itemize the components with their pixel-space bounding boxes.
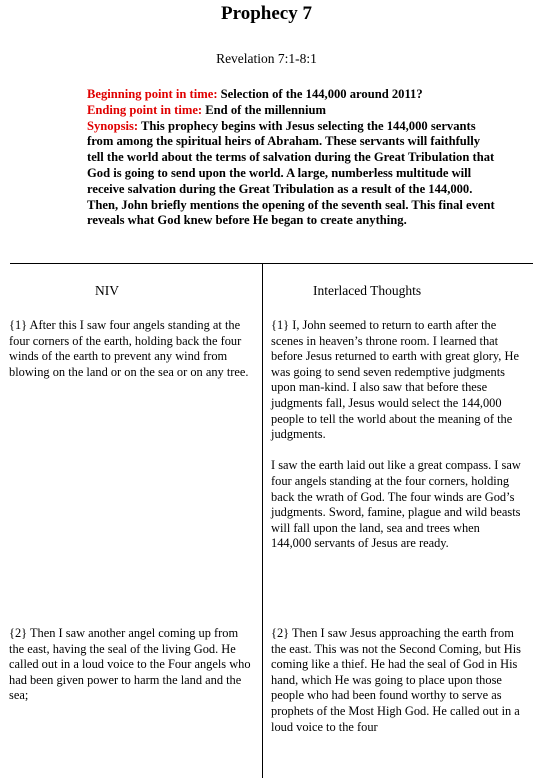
thoughts-column-header: Interlaced Thoughts [313,283,422,298]
niv-verse-2 [9,626,252,704]
niv-column-header: NIV [95,283,119,298]
thoughts-verse-1-paragraph-2: I saw the earth laid out like a great compass. I saw four angels standing at the four corners, holding back the wrath of God. The four winds are God’s judgments. Sword, famine, plague and wild beasts will fall upon the land, sea and trees when 144,000 servants of Jesus are ready. [271,458,521,551]
niv-verse-1-text: {1} After this I saw four angels standing at the four corners of the earth, holding back the four winds of the earth to prevent any wind from blowing on the land or on the sea or on any tree. [9,318,249,379]
thoughts-verse-2-paragraph-1: {2} Then I saw Jesus approaching the earth from the east. This was not the Second Coming, but His coming like a thief. He had the seal of God in His hand, which He was going to place upon those people who had been found worthy to serve as prophets of the Most High God. He called out in a loud voice to the four [271,626,521,734]
beginning-line [87,87,497,103]
page-title: Prophecy 7 [221,3,312,24]
ending-label: Ending point in time: [87,102,203,117]
niv-verse-2-text: {2} Then I saw another angel coming up from the east, having the seal of the living God. He called out in a loud voice to the Four angels who had been given power to harm the land and the sea; [9,626,251,703]
beginning-value: Selection of the 144,000 around 2011? [220,87,423,101]
thoughts-verse-1 [271,318,523,552]
thoughts-verse-2 [271,626,523,735]
column-divider [262,263,263,778]
prophecy-summary [87,87,497,229]
niv-verse-1 [9,318,252,380]
ending-value: End of the millennium [205,102,326,117]
scripture-reference: Revelation 7:1-8:1 [216,51,317,66]
synopsis-value: This prophecy begins with Jesus selecting the 144,000 servants from among the spiritual heirs of Abraham. These servants will faithfully tell the world about the terms of salvation during the Great Tribulation that God is going to send upon the world. A large, numberless multitude will receive salvation during the Great Tribulation as a result of the 144,000. Then, John briefly mentions the opening of the seventh seal. This final event reveals what God knew before He began to create anything. [87,118,495,228]
thoughts-verse-1-paragraph-1: {1} I, John seemed to return to earth after the scenes in heaven’s throne room. I learned that before Jesus returned to earth with great glory, He was going to send seven redemptive judgments upon man-kind. I also saw that before these judgments fall, Jesus would select the 144,000 people to tell the world about the meaning of the judgments. [271,318,519,442]
synopsis-line [87,119,497,230]
synopsis-label: Synopsis: [87,118,139,133]
horizontal-divider [10,263,533,264]
ending-line [87,103,497,119]
beginning-label: Beginning point in time: [87,87,218,101]
